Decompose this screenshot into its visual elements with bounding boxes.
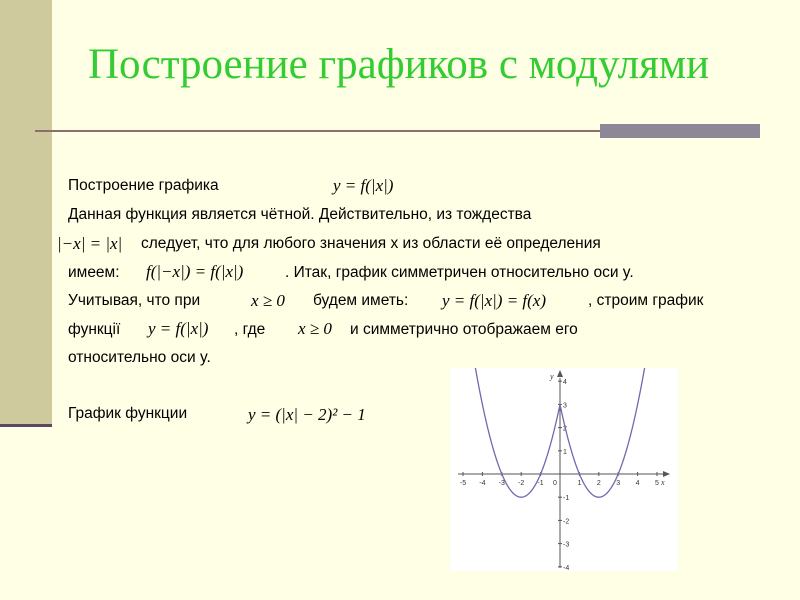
y-tick-label: 3 [563,402,567,410]
x-tick-label: 2 [596,480,601,487]
y-tick-label: -2 [563,518,570,526]
y-tick-label: 2 [563,425,567,433]
line-3-formula: f(|−x|) = f(|x|) [146,262,244,281]
x-tick-label: -1 [537,480,544,487]
paragraph-line-4-end: , строим график [588,292,704,309]
y-tick-label: 4 [563,379,567,387]
slide-title: Построение графиков с модулями [88,41,710,88]
line-4-formula-1: x ≥ 0 [251,291,285,310]
graph-svg [450,368,678,571]
x-tick-label: 4 [635,480,640,487]
x-tick-label: 1 [577,480,582,487]
decorative-sidebar [0,0,52,427]
identity-formula: |−x| = |x| [57,234,123,253]
paragraph-line-3-end: . Итак, график симметричен относительно оси y. [285,264,634,281]
heading-formula: y = f(|x|) [333,176,394,195]
paragraph-line-5-end: и симметрично отображаем его [350,321,578,338]
x-tick-label: 0 [553,480,557,487]
paragraph-line-4-start: Учитывая, что при [68,292,201,309]
title-divider-block [600,124,760,138]
heading-label: Построение графика [68,177,219,194]
x-tick-label: -3 [498,480,505,487]
title-divider [35,130,600,132]
sidebar-underline [0,424,52,427]
example-formula: y = (|x| − 2)² − 1 [248,405,366,424]
x-tick-label: -2 [518,480,525,487]
paragraph-line-5-start: функції [68,321,121,338]
x-tick-label: 5 [655,480,659,487]
paragraph-line-3-start: имеем: [68,264,120,281]
example-label: График функции [68,405,188,422]
paragraph-line-4-middle: будем иметь: [313,292,409,309]
y-tick-label: 1 [563,448,567,456]
y-tick-label: -1 [563,495,570,503]
x-tick-label: -5 [459,480,467,487]
paragraph-line-2: следует, что для любого значения x из области её определения [141,235,601,252]
x-axis-label: x [661,478,665,487]
y-tick-label: -4 [563,564,570,571]
y-tick-label: -3 [563,541,570,549]
y-axis-label: y [550,372,554,381]
x-tick-label: 3 [616,480,621,487]
x-axis-arrow [663,471,670,477]
y-axis-arrow [557,370,563,377]
x-tick-label: -4 [479,480,486,487]
line-5-formula-1: y = f(|x|) [148,319,209,338]
function-graph [450,368,678,571]
paragraph-line-1: Данная функция является чётной. Действительно, из тождества [68,206,532,223]
line-4-formula-2: y = f(|x|) = f(x) [442,291,547,310]
paragraph-line-5-middle: , где [234,321,266,338]
line-5-formula-2: x ≥ 0 [298,319,332,338]
paragraph-line-6: относительно оси y. [68,349,211,366]
